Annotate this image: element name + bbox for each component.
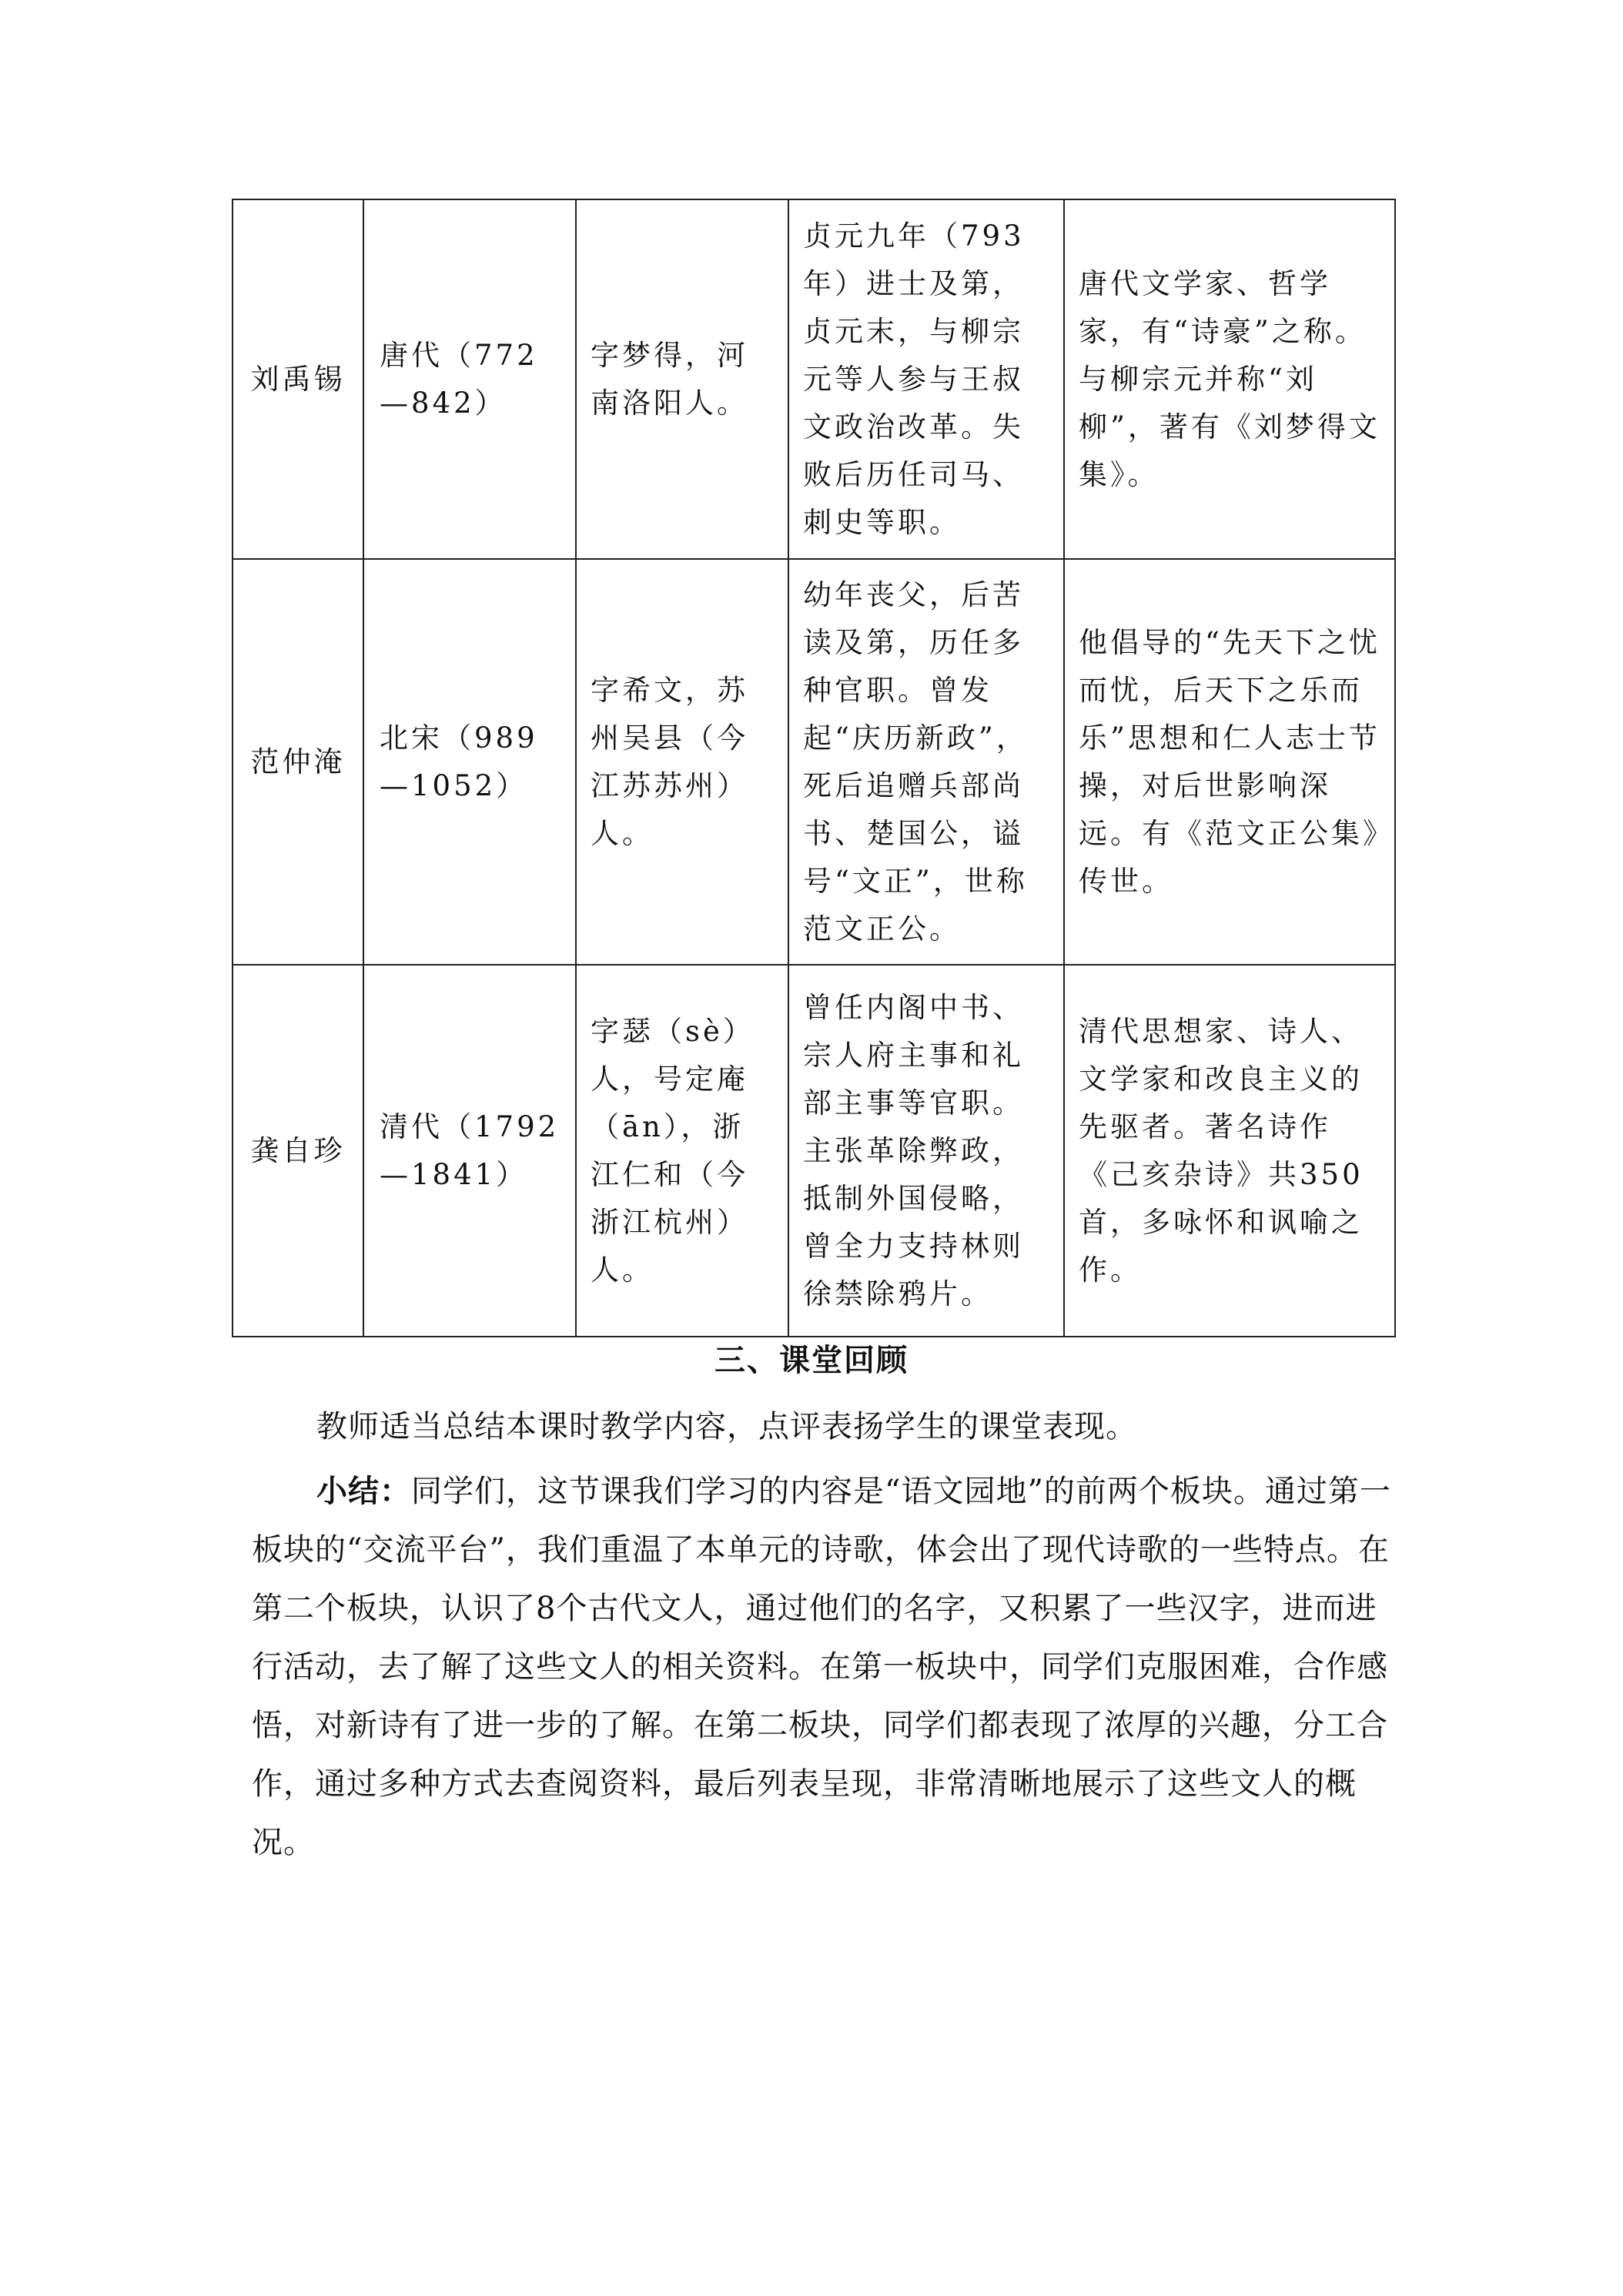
writer-achievement: 唐代文学家、哲学家，有“诗豪”之称。与柳宗元并称“刘柳”，著有《刘梦得文集》。 bbox=[1064, 199, 1395, 559]
writer-name: 范仲淹 bbox=[233, 559, 363, 965]
writer-era: 唐代（772—842） bbox=[363, 199, 576, 559]
writer-origin: 字梦得，河南洛阳人。 bbox=[576, 199, 788, 559]
writer-name: 龚自珍 bbox=[233, 965, 363, 1337]
writer-achievement: 清代思想家、诗人、文学家和改良主义的先驱者。著名诗作《己亥杂诗》共350首，多咏怀和讽喻之作。 bbox=[1064, 965, 1395, 1337]
writer-origin: 字瑟（sè）人，号定庵（ān），浙江仁和（今浙江杭州）人。 bbox=[576, 965, 788, 1337]
writer-era: 清代（1792—1841） bbox=[363, 965, 576, 1337]
writer-career: 贞元九年（793年）进士及第，贞元末，与柳宗元等人参与王叔文政治改革。失败后历任司马、刺史等职。 bbox=[788, 199, 1064, 559]
writer-name: 刘禹锡 bbox=[233, 199, 363, 559]
writer-era: 北宋（989—1052） bbox=[363, 559, 576, 965]
writer-career: 曾任内阁中书、宗人府主事和礼部主事等官职。主张革除弊政，抵制外国侵略，曾全力支持林则徐禁除鸦片。 bbox=[788, 965, 1064, 1337]
summary-lead-label: 小结： bbox=[316, 1474, 411, 1509]
table-row bbox=[233, 965, 1395, 1337]
teacher-summary-paragraph: 教师适当总结本课时教学内容，点评表扬学生的课堂表现。 bbox=[316, 1409, 1137, 1444]
table-row bbox=[233, 199, 1395, 559]
writer-origin: 字希文，苏州吴县（今江苏苏州）人。 bbox=[576, 559, 788, 965]
lesson-summary-paragraph bbox=[252, 1462, 1394, 1872]
section-title: 三、课堂回顾 bbox=[714, 1343, 909, 1378]
summary-body-text: 同学们，这节课我们学习的内容是“语文园地”的前两个板块。通过第一板块的“交流平台”，我们重温了本单元的诗歌，体会出了现代诗歌的一些特点。在第二个板块，认识了8个古代文人，通过他们的名字，又积累了一些汉字，进而进行活动，去了解了这些文人的相关资料。在第一板块中，同学们克服困难，合作感悟，对新诗有了进一步的了解。在第二板块，同学们都表现了浓厚的兴趣，分工合作，通过多种方式去查阅资料，最后列表呈现，非常清晰地展示了这些文人的概况。 bbox=[252, 1474, 1391, 1860]
table-row bbox=[233, 559, 1395, 965]
writer-achievement: 他倡导的“先天下之忧而忧，后天下之乐而乐”思想和仁人志士节操，对后世影响深远。有《范文正公集》传世。 bbox=[1064, 559, 1395, 965]
writer-career: 幼年丧父，后苦读及第，历任多种官职。曾发起“庆历新政”，死后追赠兵部尚书、楚国公，谥号“文正”，世称范文正公。 bbox=[788, 559, 1064, 965]
writers-info-table bbox=[232, 199, 1396, 1337]
